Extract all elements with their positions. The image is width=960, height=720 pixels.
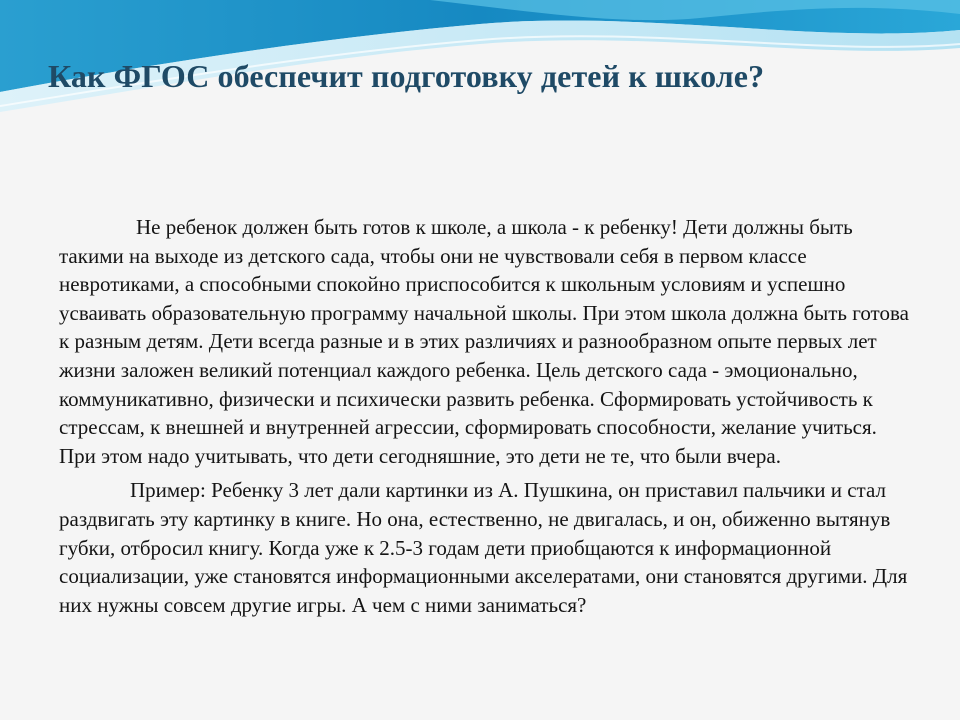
- body-paragraph: Пример: Ребенку 3 лет дали картинки из А. Пушкина, он приставил пальчики и стал раздвигать эту картинку в книге. Но она, естественно, не двигалась, и он, обиженно вытянув губки, отбросил книгу. Когда уже к 2.5-3 годам дети приобщаются к информационной социализации, уже становятся информационными акселератами, они становятся другими. Для них нужны совсем другие игры. А чем с ними заниматься?: [59, 478, 908, 617]
- slide-body: [59, 213, 909, 619]
- slide-title: Как ФГОС обеспечит подготовку детей к школе?: [48, 58, 765, 94]
- body-paragraph: Не ребенок должен быть готов к школе, а школа - к ребенку! Дети должны быть такими на выходе из детского сада, чтобы они не чувствовали себя в первом классе невротиками, а способными спокойно приспособится к школьным условиям и успешно усваивать образовательную программу начальной школы. При этом школа должна быть готова к разным детям. Дети всегда разные и в этих различиях и разнообразном опыте первых лет жизни заложен великий потенциал каждого ребенка. Цель детского сада - эмоционально, коммуникативно, физически и психически развить ребенка. Сформировать устойчивость к стрессам, к внешней и внутренней агрессии, сформировать способности, желание учиться. При этом надо учитывать, что дети сегодняшние, это дети не те, что были вчера.: [59, 215, 909, 468]
